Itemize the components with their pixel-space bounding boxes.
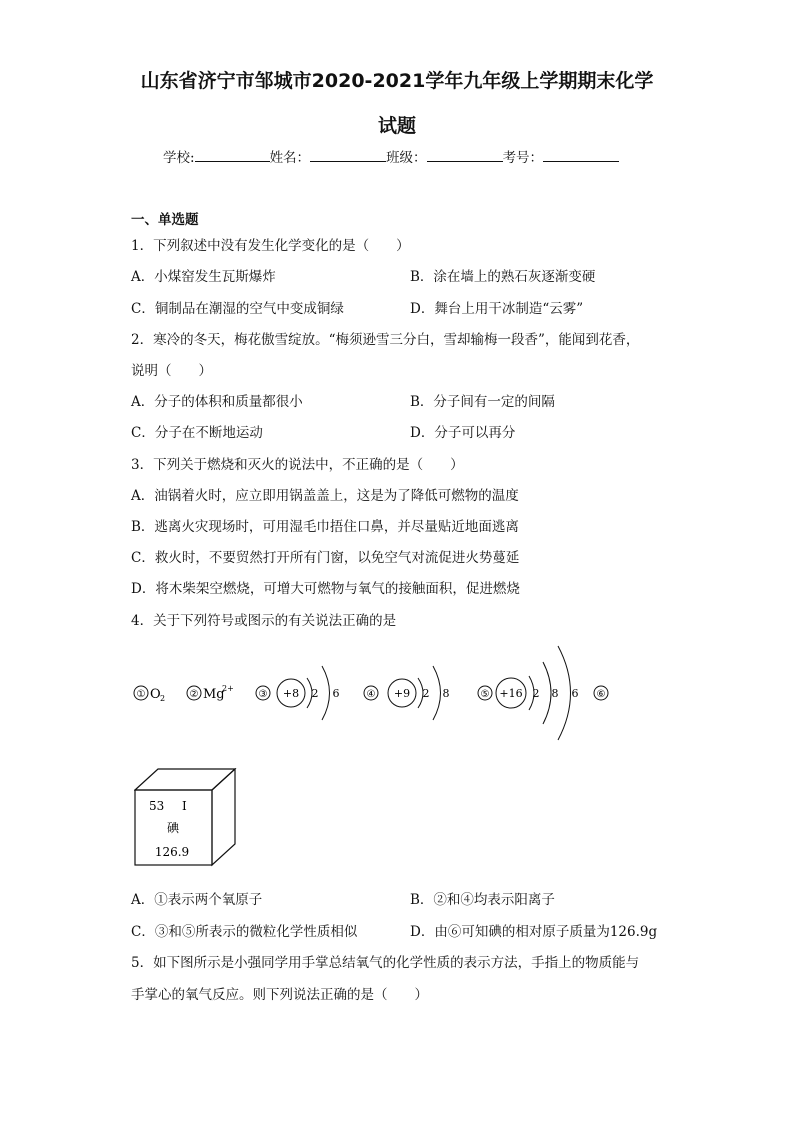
name-label: 姓名： <box>269 150 311 166</box>
item-1-label: O <box>150 687 161 702</box>
atomic-mass: 126.9 <box>154 845 190 859</box>
q4-option-c-and: 和 <box>168 924 182 940</box>
item-5-shell-2: 8 <box>551 687 559 700</box>
item-2-number: ② <box>189 689 199 700</box>
q4-option-c-ref-3: ③ <box>154 924 169 940</box>
question-5-stem: 5．如下图所示是小强同学用手掌总结氧气的化学性质的表示方法，手指上的物质能与 <box>131 955 640 971</box>
q4-option-a-text: 表示两个氧原子 <box>167 892 263 908</box>
school-label: 学校: <box>163 150 195 166</box>
item-1-oxygen-molecule <box>134 686 165 703</box>
question-1-stem: 1．下列叙述中没有发生化学变化的是（ ） <box>131 238 410 254</box>
q4-option-b-ref-4: ④ <box>460 892 474 908</box>
item-3-number: ③ <box>258 689 268 700</box>
page-title: 山东省济宁市邹城市2020-2021学年九年级上学期期末化学 <box>140 70 654 92</box>
q4-option-d-text: 可知碘的相对原子质量为126.9g <box>461 924 658 940</box>
item-4-number: ④ <box>366 689 376 700</box>
q4-option-a-ref-1: ① <box>154 892 168 908</box>
q4-option-a-letter: A． <box>131 892 155 908</box>
section-heading: 一、单选题 <box>131 212 199 228</box>
q4-option-d[interactable] <box>410 920 657 940</box>
q4-option-a[interactable] <box>131 888 262 908</box>
item-5-nucleus-charge: +16 <box>499 687 523 700</box>
item-3-nucleus-charge: +8 <box>282 687 300 700</box>
item-4-shell-2: 8 <box>442 687 450 700</box>
item-2-label: Mg <box>203 687 225 702</box>
q1-option-d[interactable]: D．舞台上用干冰制造“云雾” <box>410 301 584 317</box>
item-2-magnesium-ion <box>187 684 234 702</box>
q4-option-d-by: 由 <box>434 924 448 940</box>
item-5-shell-3: 6 <box>571 687 579 700</box>
question-5-stem-cont: 手掌心的氧气反应。则下列说法正确的是（ ） <box>131 987 428 1003</box>
q2-option-a[interactable]: A．分子的体积和质量都很小 <box>131 394 303 410</box>
q4-option-c-letter: C． <box>131 924 155 940</box>
element-name: 碘 <box>166 821 180 835</box>
question-2-stem: 2．寒冷的冬天，梅花傲雪绽放。“梅须逊雪三分白，雪却输梅一段香”，能闻到花香， <box>131 332 640 348</box>
item-5-atom-diagram <box>478 646 579 740</box>
page-title-line2: 试题 <box>377 115 416 137</box>
item-1-number: ① <box>136 689 146 700</box>
item-3-shell-2: 6 <box>332 687 340 700</box>
item-4-shell-1: 2 <box>422 687 430 700</box>
q3-option-c[interactable]: C．救火时，不要贸然打开所有门窗，以免空气对流促进火势蔓延 <box>131 550 520 566</box>
q3-option-d[interactable]: D．将木柴架空燃烧，可增大可燃物与氧气的接触面积，促进燃烧 <box>131 581 520 597</box>
student-info-line <box>163 146 619 166</box>
item-4-nucleus-charge: +9 <box>393 687 411 700</box>
q4-option-c-ref-5: ⑤ <box>181 924 196 940</box>
element-symbol: I <box>182 799 187 813</box>
iodine-element-card <box>134 768 238 868</box>
q2-option-d[interactable]: D．分子可以再分 <box>410 425 516 441</box>
q3-option-a[interactable]: A．油锅着火时，应立即用锅盖盖上，这是为了降低可燃物的温度 <box>131 488 519 504</box>
number-label: 考号： <box>502 150 544 166</box>
item-1-subscript: 2 <box>160 694 166 703</box>
q4-option-c-text: 所表示的微粒化学性质相似 <box>195 924 358 940</box>
item-4-atom-diagram <box>364 666 450 720</box>
item-3-shell-1: 2 <box>311 687 319 700</box>
item-6-number-marker <box>594 686 608 700</box>
q1-option-b[interactable]: B．涂在墙上的熟石灰逐渐变硬 <box>410 269 596 285</box>
item-2-superscript: 2+ <box>222 684 234 693</box>
item-3-atom-diagram <box>256 666 340 720</box>
q2-option-b[interactable]: B．分子间有一定的间隔 <box>410 394 555 410</box>
q4-option-c[interactable] <box>131 920 357 940</box>
question-2-stem-cont: 说明（ ） <box>131 363 212 379</box>
number-blank[interactable] <box>543 147 619 162</box>
question-3-stem: 3．下列关于燃烧和灭火的说法中，不正确的是（ ） <box>131 457 464 473</box>
q4-option-b-text: 均表示阳离子 <box>473 892 555 908</box>
q4-option-d-letter: D． <box>410 924 435 940</box>
q1-option-c[interactable]: C．铜制品在潮湿的空气中变成铜绿 <box>131 301 344 317</box>
class-label: 班级： <box>386 150 427 166</box>
item-5-number: ⑤ <box>480 689 490 700</box>
q3-option-b[interactable]: B．逃离火灾现场时，可用湿毛巾捂住口鼻，并尽量贴近地面逃离 <box>131 519 519 535</box>
q4-option-b-ref-2: ② <box>433 892 447 908</box>
class-blank[interactable] <box>427 147 503 162</box>
q2-option-c[interactable]: C．分子在不断地运动 <box>131 425 263 441</box>
item-5-shell-1: 2 <box>532 687 540 700</box>
q4-option-b[interactable] <box>410 888 555 908</box>
question-4-stem: 4．关于下列符号或图示的有关说法正确的是 <box>131 613 397 629</box>
school-blank[interactable] <box>195 147 270 162</box>
q4-option-b-letter: B． <box>410 892 434 908</box>
item-6-number: ⑥ <box>596 689 606 700</box>
atomic-number: 53 <box>149 799 165 813</box>
atomic-structure-figure <box>125 640 625 750</box>
q4-option-b-and: 和 <box>446 892 461 908</box>
name-blank[interactable] <box>310 147 386 162</box>
q4-option-d-ref-6: ⑥ <box>447 924 462 940</box>
q1-option-a[interactable]: A．小煤窑发生瓦斯爆炸 <box>131 269 276 285</box>
